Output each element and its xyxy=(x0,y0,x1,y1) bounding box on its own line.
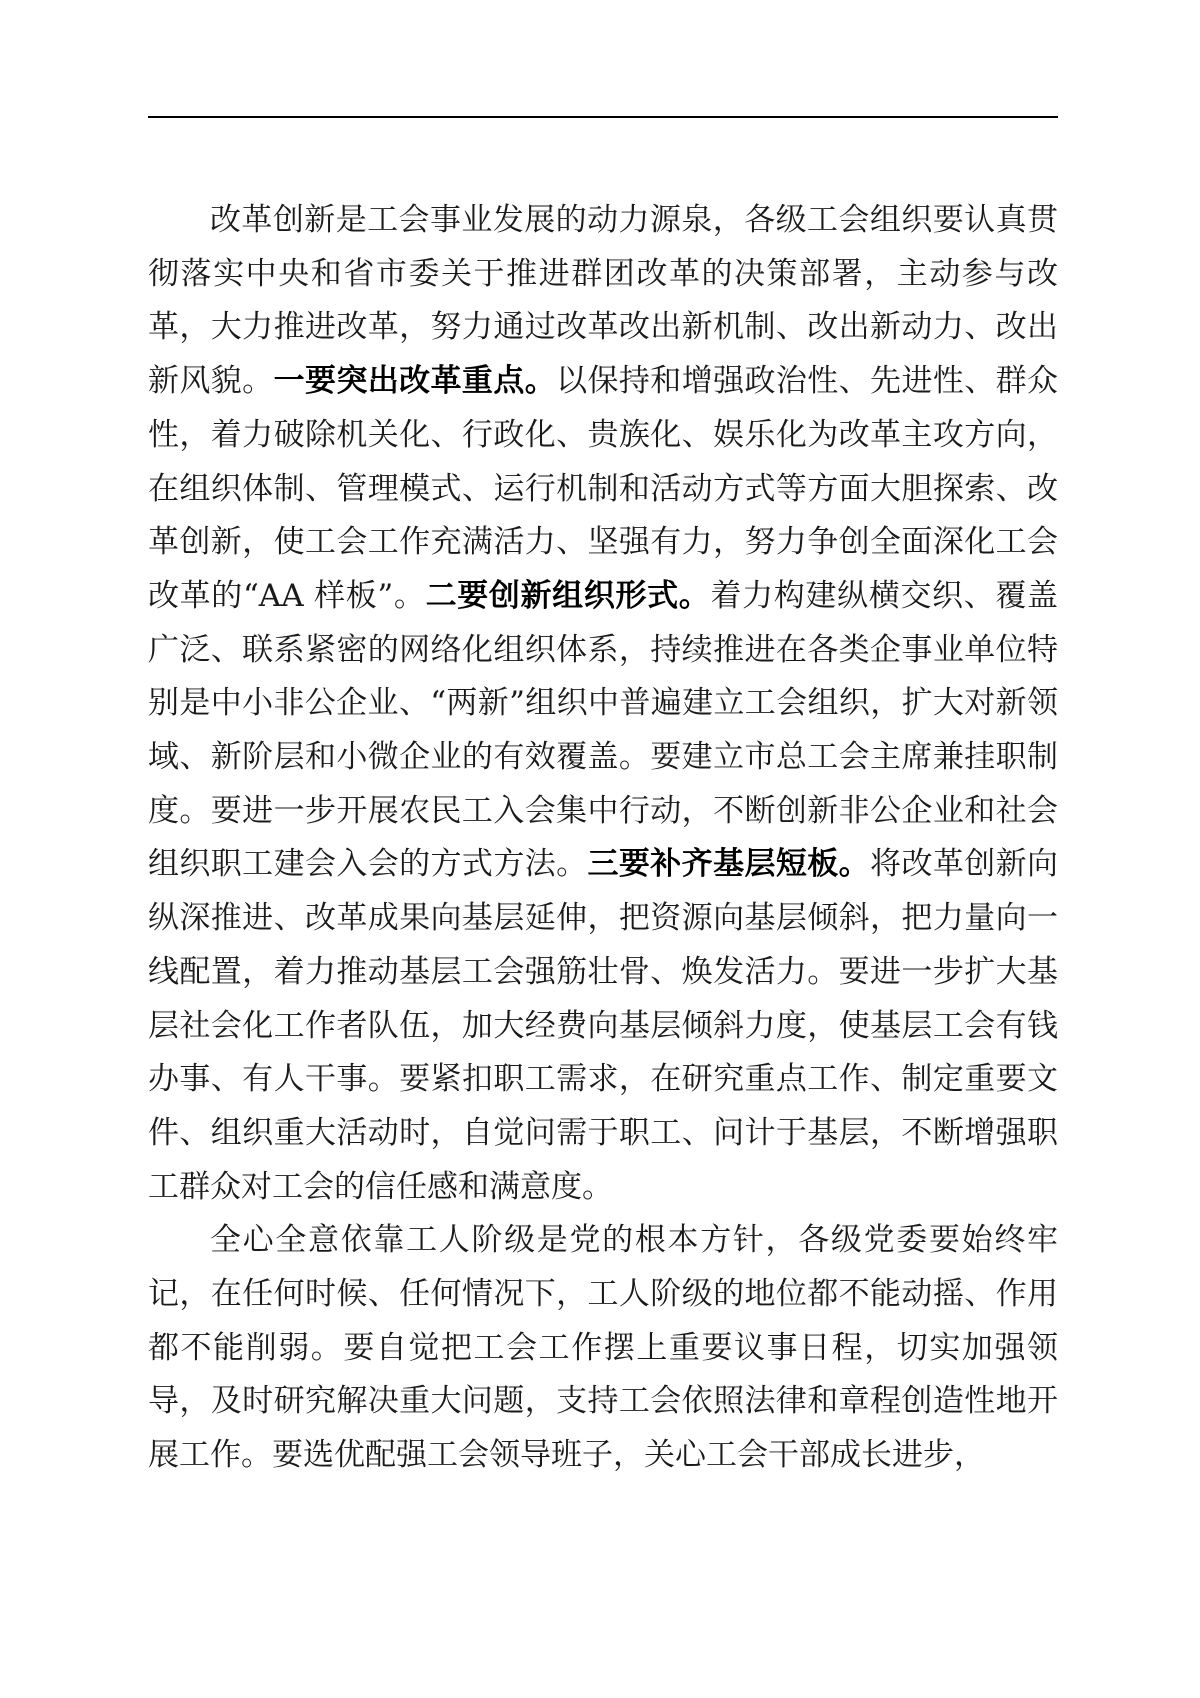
document-body xyxy=(148,194,1058,1483)
point-heading-1: 一要突出改革重点。 xyxy=(273,363,557,400)
paragraph-reform-innovation xyxy=(148,194,1058,1214)
paragraph-text: 着力构建纵横交织、覆盖广泛、联系紧密的网络化组织体系，持续推进在各类企事业单位特别是中小非公企业、“两新”组织中普遍建立工会组织，扩大对新领域、新阶层和小微企业的有效覆盖。要建立市总工会主席兼挂职制度。要进一步开展农民工入会集中行动，不断创新非公企业和社会组织职工建会入会的方式方法。 xyxy=(148,577,1058,883)
paragraph-text: 以保持和增强政治性、先进性、群众性，着力破除机关化、行政化、贵族化、娱乐化为改革主攻方向，在组织体制、管理模式、运行机制和活动方式等方面大胆探索、改革创新，使工会工作充满活力、坚强有力，努力争创全面深化工会改革的“AA 样板”。 xyxy=(148,363,1059,614)
paragraph-text: 全心全意依靠工人阶级是党的根本方针，各级党委要始终牢记，在任何时候、任何情况下，工人阶级的地位都不能动摇、作用都不能削弱。要自觉把工会工作摆上重要议事日程，切实加强领导，及时研究解决重大问题，支持工会依照法律和章程创造性地开展工作。要选优配强工会领导班子，关心工会干部成长进步， xyxy=(148,1222,1058,1474)
header-rule xyxy=(148,116,1058,118)
paragraph-text: 改革创新是工会事业发展的动力源泉，各级工会组织要认真贯彻落实中央和省市委关于推进群团改革的决策部署，主动参与改革，大力推进改革，努力通过改革改出新机制、改出新动力、改出新风貌。 xyxy=(148,202,1058,400)
paragraph-working-class xyxy=(148,1214,1058,1483)
paragraph-text: 将改革创新向纵深推进、改革成果向基层延伸，把资源向基层倾斜，把力量向一线配置，着力推动基层工会强筋壮骨、焕发活力。要进一步扩大基层社会化工作者队伍，加大经费向基层倾斜力度，使基层工会有钱办事、有人干事。要紧扣职工需求，在研究重点工作、制定重要文件、组织重大活动时，自觉问需于职工、问计于基层，不断增强职工群众对工会的信任感和满意度。 xyxy=(148,846,1059,1205)
point-heading-3: 三要补齐基层短板。 xyxy=(587,846,871,883)
point-heading-2: 二要创新组织形式。 xyxy=(425,577,711,614)
